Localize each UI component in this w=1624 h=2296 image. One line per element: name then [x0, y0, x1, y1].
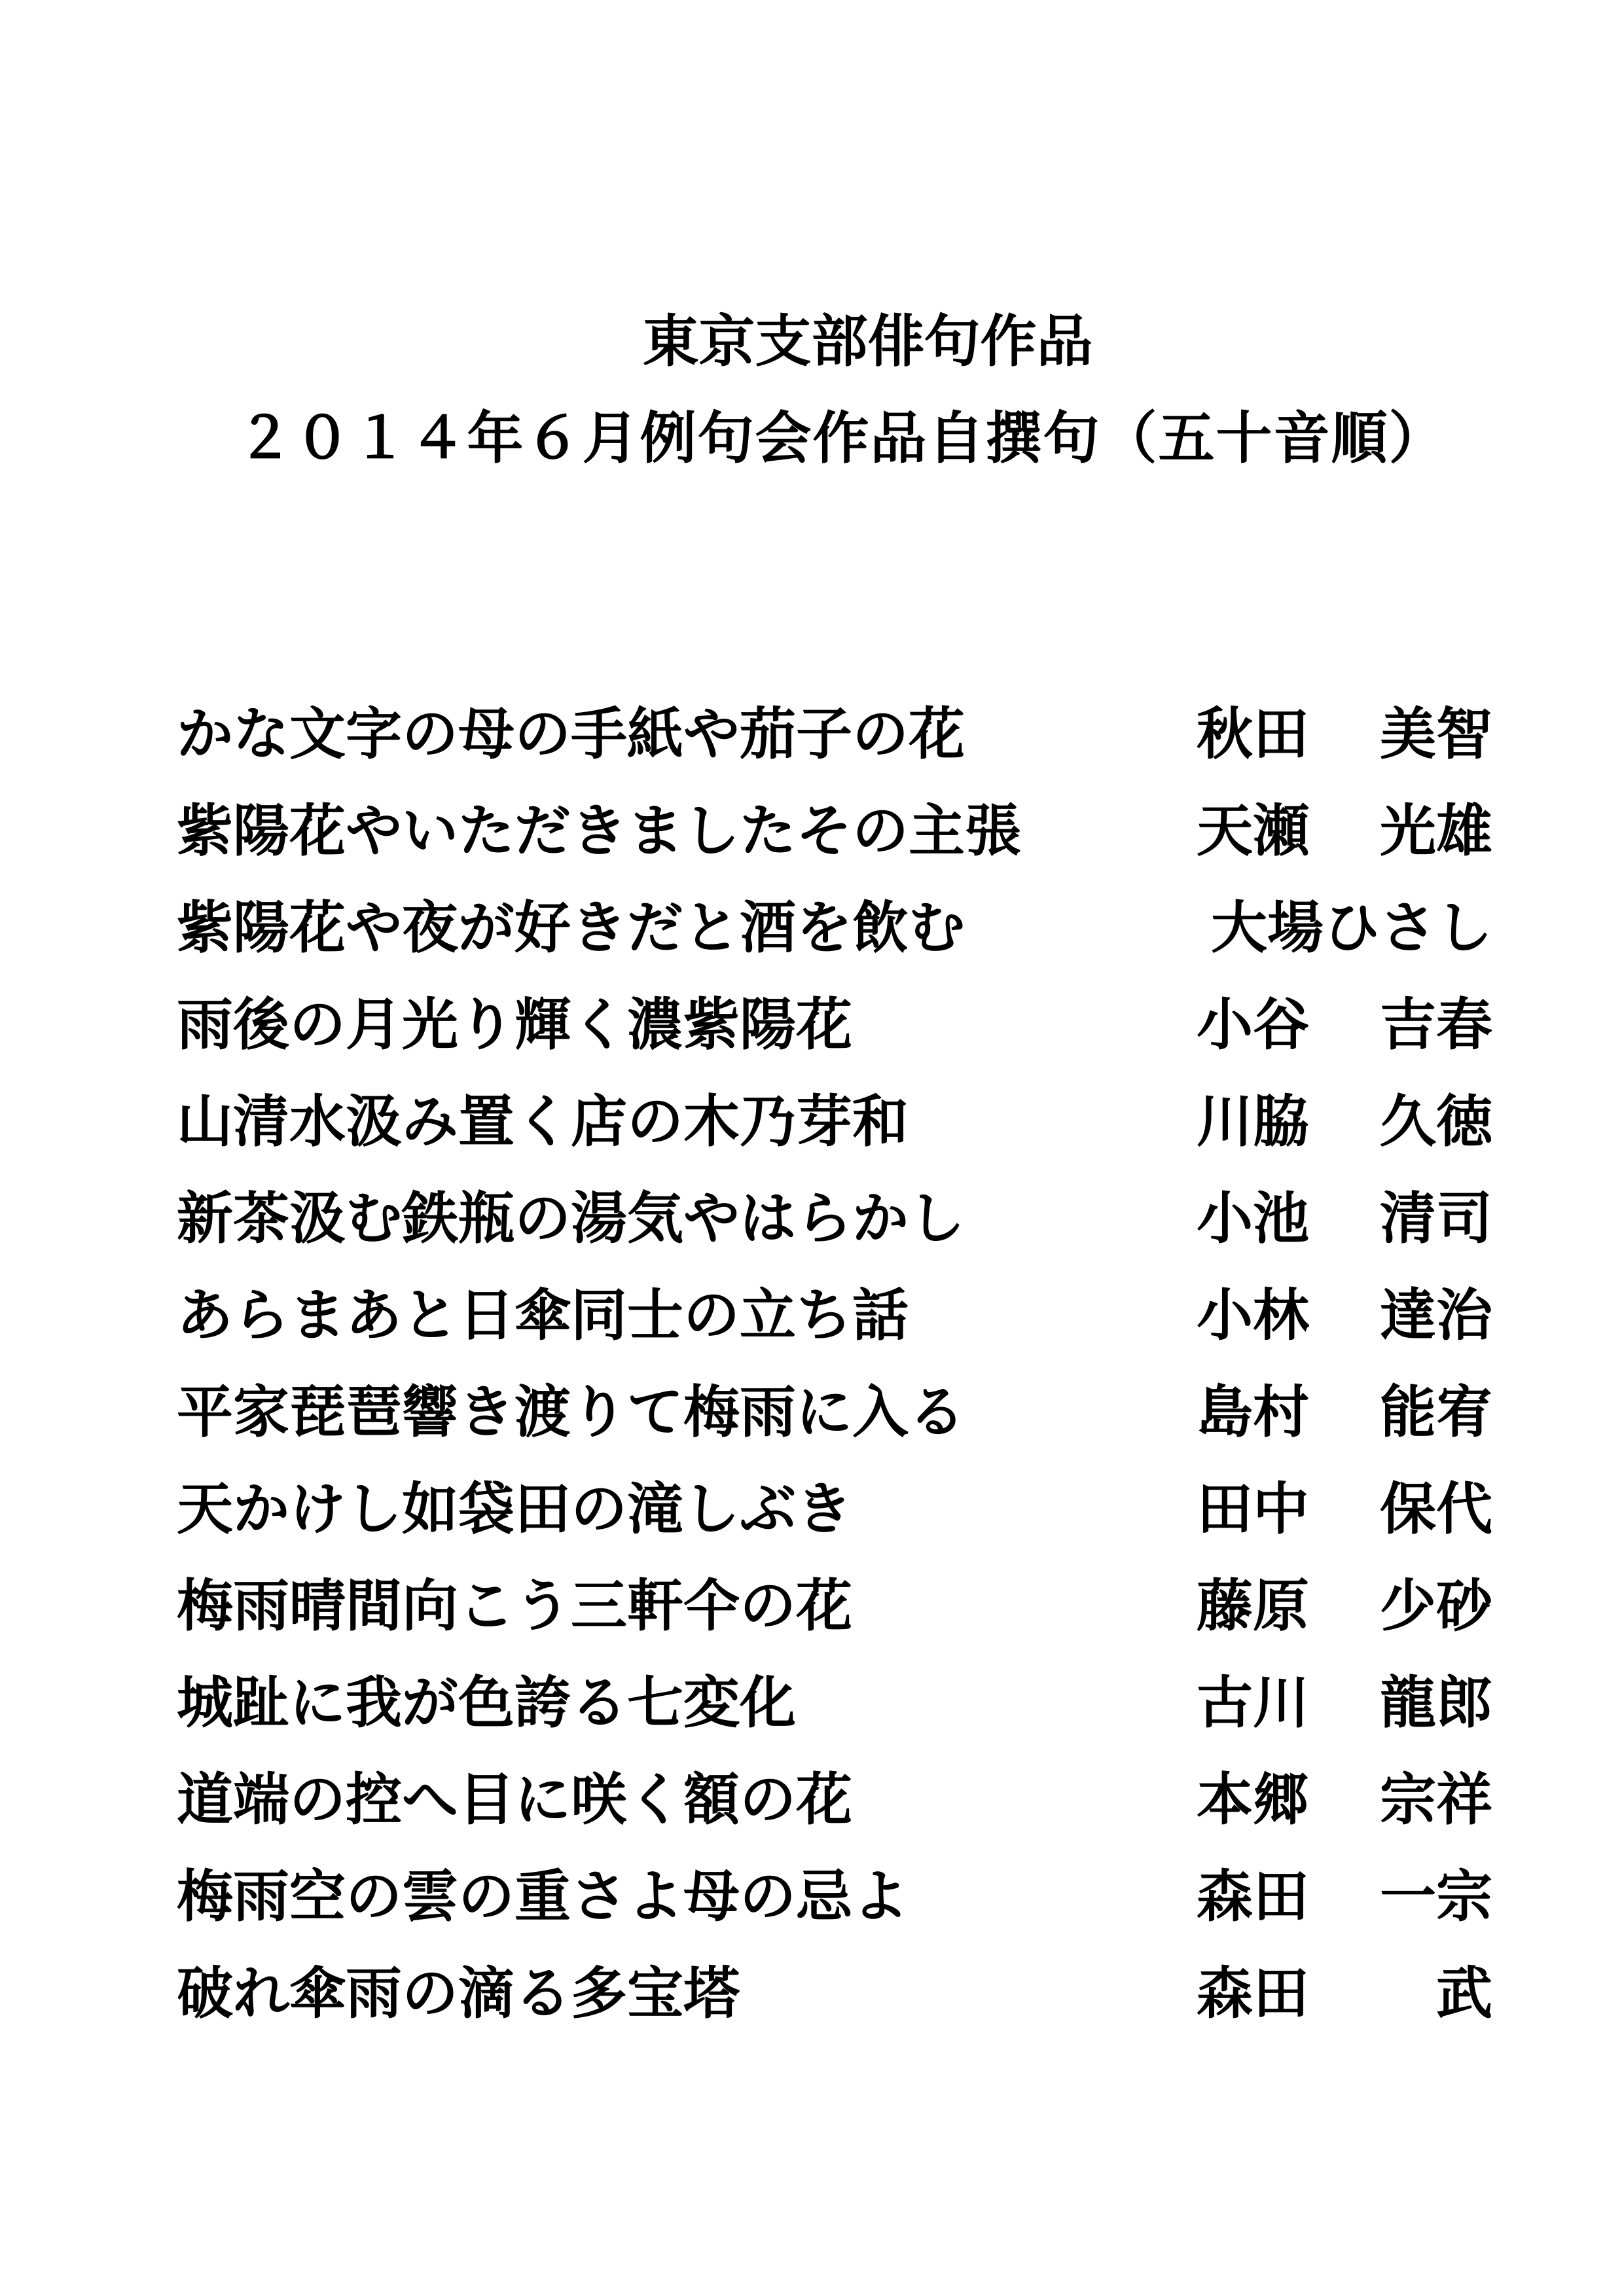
haiku-row	[177, 1558, 1492, 1655]
author-surname: 天瀬	[1197, 798, 1309, 864]
author-name	[1197, 1267, 1492, 1364]
haiku-row	[177, 783, 1492, 880]
haiku-text: 梅雨晴間向こう三軒仐の花	[177, 1573, 852, 1639]
author-given-name: 美智	[1380, 701, 1492, 767]
author-given-name: 久徳	[1380, 1088, 1492, 1155]
author-given-name: 清司	[1380, 1185, 1492, 1251]
haiku-row	[177, 1364, 1492, 1461]
author-given-name: 武	[1436, 1960, 1492, 2026]
haiku-text: 天かけし如袋田の滝しぶき	[177, 1476, 852, 1542]
haiku-text: 梅雨空の雲の重さよ母の忌よ	[177, 1863, 909, 1929]
haiku-row	[177, 1848, 1492, 1945]
author-given-name: 少砂	[1380, 1573, 1492, 1639]
haiku-text: 紫陽花やいただきましたその主張	[177, 798, 1021, 864]
author-given-name: 龍郎	[1380, 1670, 1492, 1736]
haiku-row	[177, 1655, 1492, 1751]
haiku-row	[177, 1170, 1492, 1267]
haiku-row	[177, 1751, 1492, 1848]
author-given-name: 宗祥	[1380, 1767, 1492, 1833]
author-name	[1197, 1848, 1492, 1945]
author-surname: 藤原	[1197, 1573, 1309, 1639]
author-surname: 島村	[1197, 1379, 1309, 1445]
haiku-row	[177, 1073, 1492, 1170]
author-given-name: 保代	[1380, 1476, 1492, 1542]
author-given-name: 達治	[1380, 1282, 1492, 1348]
author-name	[1197, 783, 1492, 880]
author-given-name: 能宥	[1380, 1379, 1492, 1445]
author-surname: 小谷	[1197, 992, 1309, 1058]
author-surname: 森田	[1197, 1863, 1309, 1929]
author-name	[1197, 1461, 1492, 1558]
haiku-text: 城趾に我が色誇る七変化	[177, 1670, 796, 1736]
haiku-text: 破れ傘雨の滴る多宝塔	[177, 1960, 740, 2026]
author-given-name: 光雄	[1380, 798, 1492, 864]
author-name	[1197, 977, 1492, 1073]
haiku-row	[177, 686, 1492, 783]
author-surname: 古川	[1197, 1670, 1309, 1736]
haiku-text: 道端の控へ目に咲く額の花	[177, 1767, 852, 1833]
author-name	[1211, 880, 1492, 977]
author-surname: 小林	[1197, 1282, 1309, 1348]
haiku-list	[177, 686, 1492, 2042]
author-surname: 森田	[1197, 1960, 1309, 2026]
author-name	[1197, 1558, 1492, 1655]
author-name	[1197, 1364, 1492, 1461]
haiku-text: あらまあと日傘同士の立ち話	[177, 1282, 909, 1348]
haiku-text: 紫陽花や夜が好きだと酒を飲む	[177, 895, 965, 961]
haiku-text: 新茶汲む鉄瓶の湯気やはらかし	[177, 1185, 965, 1251]
author-given-name: 吉春	[1380, 992, 1492, 1058]
author-name	[1197, 1170, 1492, 1267]
page-subtitle: ２０１４年６月例句会作品自撰句（五十音順）	[236, 405, 1447, 471]
author-name	[1197, 1073, 1492, 1170]
author-name	[1197, 1945, 1492, 2042]
author-surname: 田中	[1197, 1476, 1309, 1542]
author-surname: 本郷	[1197, 1767, 1309, 1833]
author-surname: 秋田	[1197, 701, 1309, 767]
haiku-row	[177, 880, 1492, 977]
author-surname: 小池	[1197, 1185, 1309, 1251]
author-surname: 川脇	[1197, 1088, 1309, 1155]
haiku-text: 山清水汲み置く店の木乃芽和	[177, 1088, 909, 1155]
haiku-text: かな文字の母の手紙や茄子の花	[177, 701, 965, 767]
page-title: 東京支部俳句作品	[642, 308, 1093, 374]
author-fullname: 大場ひさし	[1211, 895, 1492, 961]
author-name	[1197, 686, 1492, 783]
haiku-text: 平家琵琶響き渡りて梅雨に入る	[177, 1379, 965, 1445]
author-name	[1197, 1751, 1492, 1848]
haiku-row	[177, 1945, 1492, 2042]
haiku-text: 雨後の月光り輝く濃紫陽花	[177, 992, 852, 1058]
haiku-row	[177, 1267, 1492, 1364]
author-given-name: 一宗	[1380, 1863, 1492, 1929]
author-name	[1197, 1655, 1492, 1751]
haiku-row	[177, 1461, 1492, 1558]
haiku-row	[177, 977, 1492, 1073]
